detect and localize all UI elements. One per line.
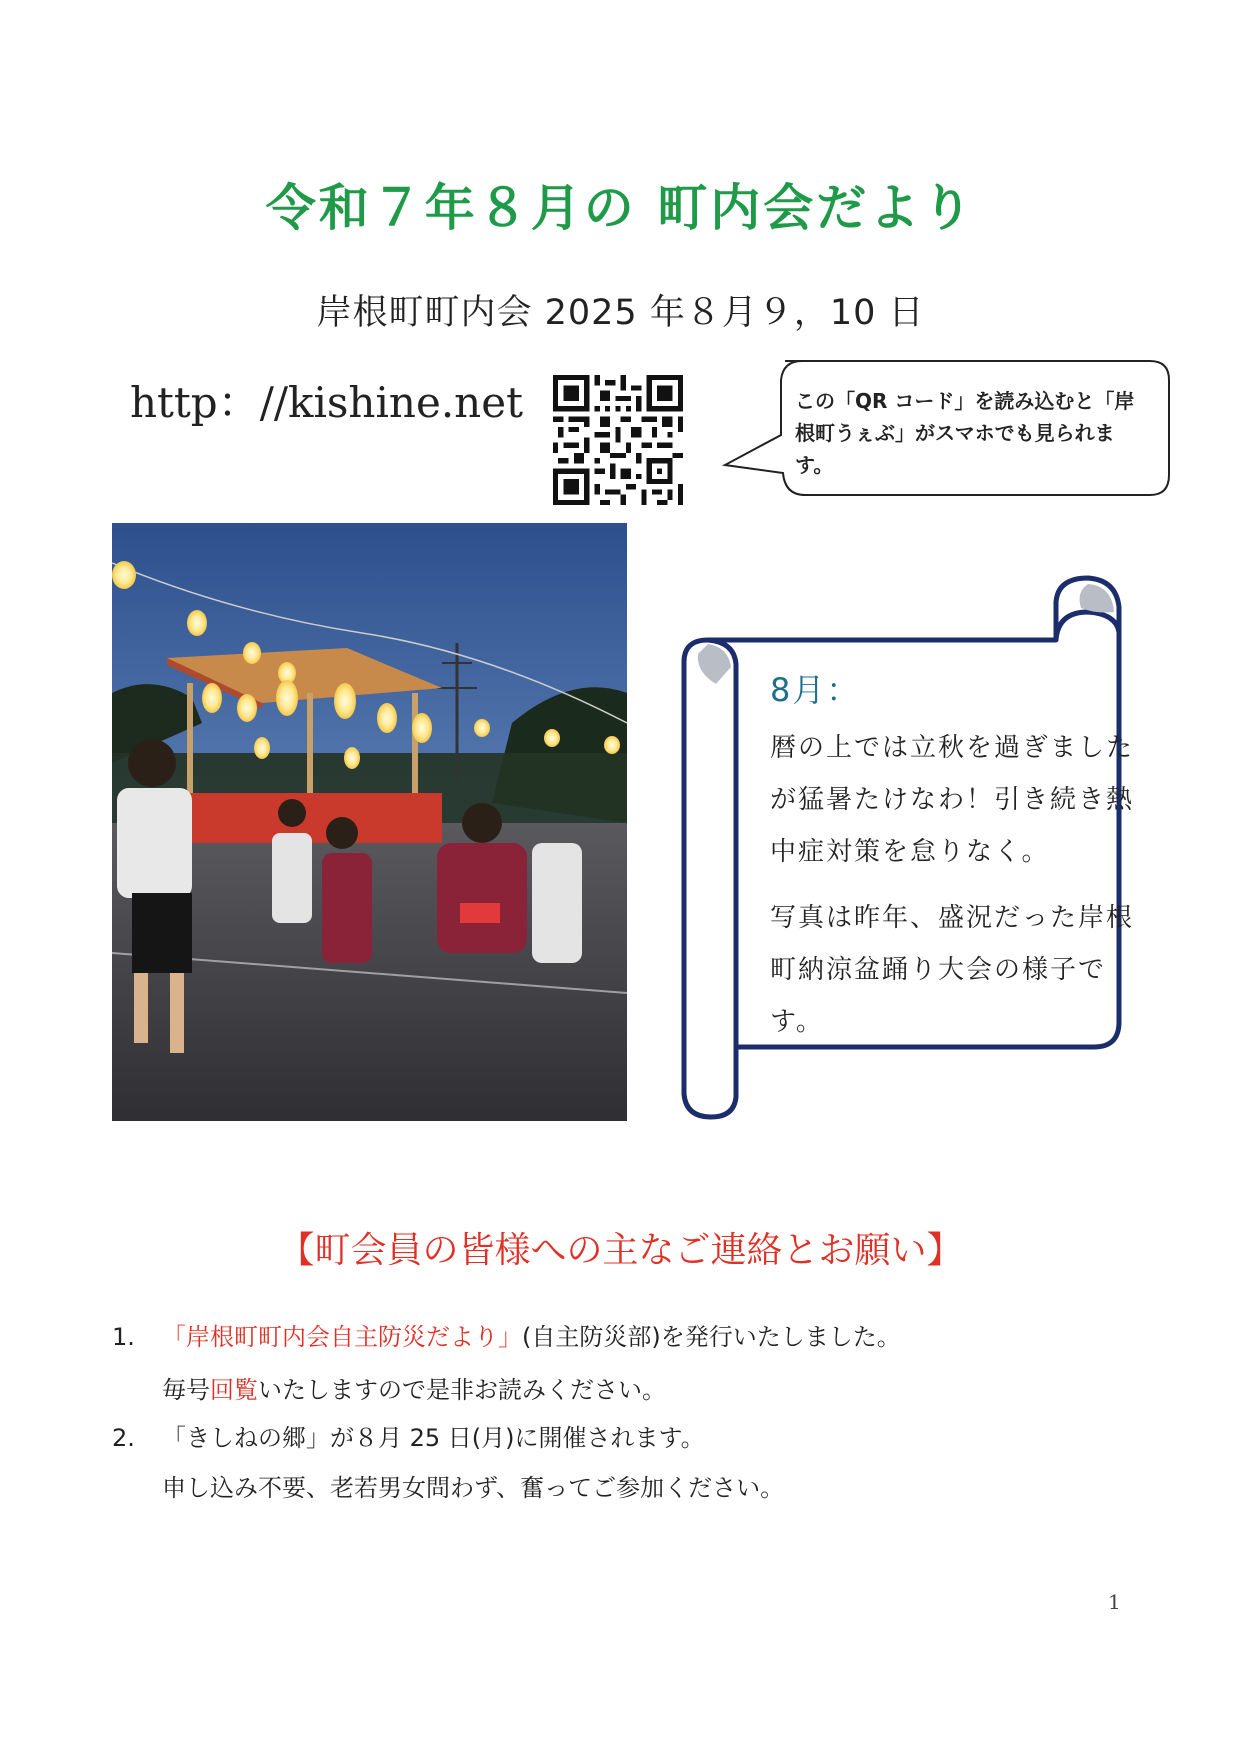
notice-item-detail	[162, 1370, 666, 1405]
qr-note: この「QR コード」を読み込むと「岸根町うぇぶ」がスマホでも見られます。	[795, 389, 1135, 477]
item-text: 「きしねの郷」が８月 25 日(月)に開催されます。	[162, 1424, 705, 1452]
item-detail-highlight: 回覧	[210, 1376, 258, 1404]
notice-item-detail: 申し込み不要、老若男女問わず、奮ってご参加ください。	[162, 1474, 785, 1502]
message-heading: 8月：	[770, 671, 861, 709]
notice-item	[112, 1317, 901, 1352]
page-number: 1	[1108, 1590, 1121, 1614]
page-subtitle: 岸根町町内会 2025 年８月９，10 日	[316, 293, 925, 333]
qr-code[interactable]	[553, 375, 683, 505]
item-number: 2.	[112, 1424, 135, 1452]
item-detail-text: いたしますので是非お読みください。	[258, 1376, 666, 1404]
notice-item	[112, 1418, 705, 1453]
message-body	[770, 722, 1155, 1062]
message-paragraph-1: 暦の上では立秋を過ぎましたが猛暑たけなわ！引き続き熱中症対策を怠りなく。	[770, 733, 1135, 867]
item-text: (自主防災部)を発行いたしました。	[522, 1323, 901, 1351]
message-paragraph-2: 写真は昨年、盛況だった岸根町納涼盆踊り大会の様子です。	[770, 903, 1135, 1037]
item-highlight: 「岸根町町内会自主防災だより」	[162, 1323, 522, 1351]
page-title: 令和７年８月の 町内会だより	[265, 179, 976, 237]
item-number: 1.	[112, 1323, 135, 1351]
notice-title: 【町会員の皆様への主なご連絡とお願い】	[278, 1230, 963, 1271]
item-detail-text: 毎号	[162, 1376, 210, 1404]
bon-odori-photo	[112, 523, 627, 1121]
website-url[interactable]: http：//kishine.net	[130, 378, 523, 427]
